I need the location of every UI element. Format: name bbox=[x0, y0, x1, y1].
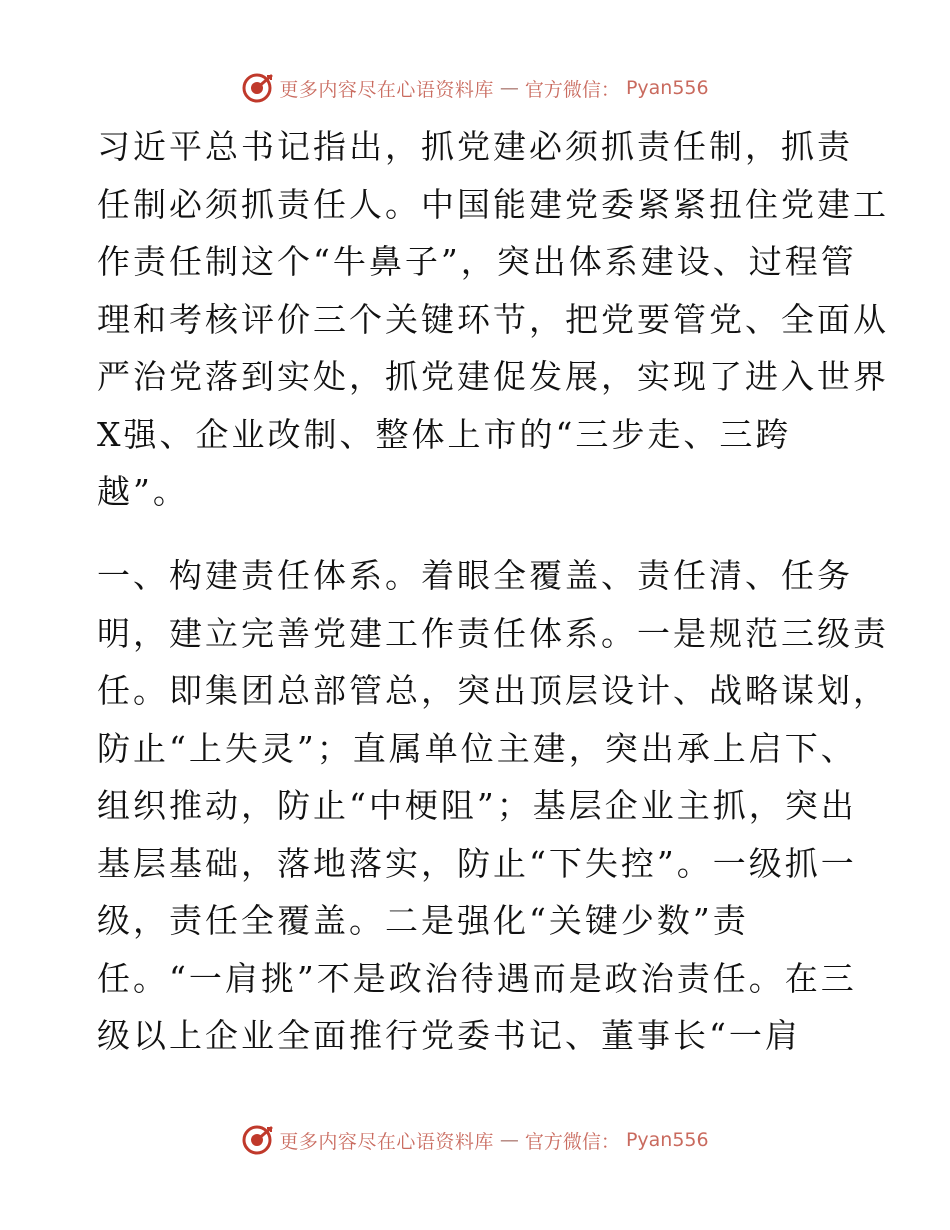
logo-icon bbox=[241, 72, 273, 104]
text-line: 作责任制这个“牛鼻子”，突出体系建设、过程管 bbox=[97, 242, 857, 281]
text-line: 级以上企业全面推行党委书记、董事长“一肩 bbox=[97, 1016, 801, 1055]
text-line: 任。即集团总部管总，突出顶层设计、战略谋划， bbox=[97, 671, 889, 710]
text-line: 一、构建责任体系。着眼全覆盖、责任清、任务 bbox=[97, 556, 853, 595]
text-line: X强、企业改制、整体上市的“三步走、三跨 bbox=[97, 414, 792, 454]
banner-wechat-label: 官方微信： bbox=[524, 1130, 620, 1153]
text-line: 任。“一肩挑”不是政治待遇而是政治责任。在三 bbox=[97, 958, 857, 998]
body-paragraph-1 bbox=[97, 118, 889, 521]
banner-wechat-label: 官方微信： bbox=[524, 78, 620, 101]
text-line: 任制必须抓责任人。中国能建党委紧紧扭住党建工 bbox=[97, 184, 889, 224]
text-line: 防止“上失灵”；直属单位主建，突出承上启下、 bbox=[97, 728, 857, 768]
banner-wechat-id: Pyan556 bbox=[625, 1129, 709, 1151]
text-line: 严治党落到实处，抓党建促发展，实现了进入世界 bbox=[97, 357, 889, 396]
banner-wechat-id: Pyan556 bbox=[625, 77, 709, 99]
banner-dash: — bbox=[499, 1129, 519, 1151]
footer-banner bbox=[0, 1124, 950, 1156]
text-line: 组织推动，防止“中梗阻”；基层企业主抓，突出 bbox=[97, 786, 857, 825]
text-line: 越”。 bbox=[97, 472, 189, 511]
text-line: 明，建立完善党建工作责任体系。一是规范三级责 bbox=[97, 613, 889, 653]
text-line: 习近平总书记指出，抓党建必须抓责任制，抓责 bbox=[97, 127, 853, 166]
body-paragraph-2 bbox=[97, 547, 889, 1065]
banner-title: 更多内容尽在心语资料库 bbox=[279, 78, 494, 101]
text-line: 级，责任全覆盖。二是强化“关键少数”责 bbox=[97, 901, 749, 940]
text-line: 理和考核评价三个关键环节，把党要管党、全面从 bbox=[97, 299, 889, 339]
header-banner bbox=[0, 72, 950, 104]
banner-title: 更多内容尽在心语资料库 bbox=[279, 1130, 494, 1153]
text-line: 基层基础，落地落实，防止“下失控”。一级抓一 bbox=[97, 843, 857, 883]
banner-dash: — bbox=[499, 77, 519, 99]
logo-icon bbox=[241, 1124, 273, 1156]
